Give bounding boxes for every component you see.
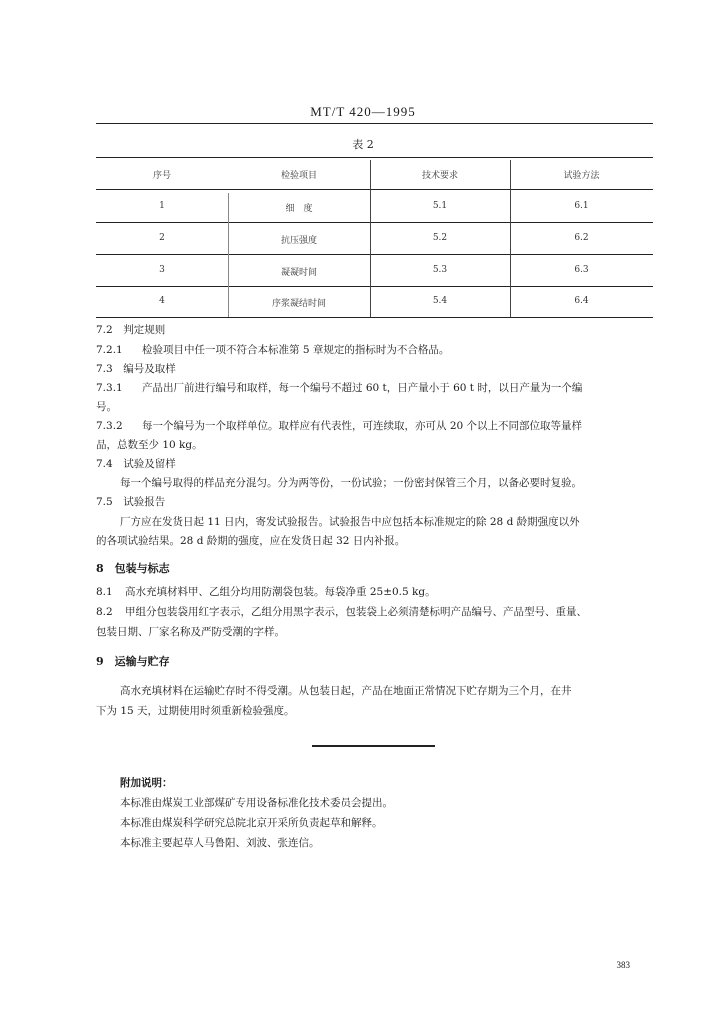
clause-8-2-text: 甲组分包装袋用红字表示，乙组分用黑字表示，包装袋上必须清楚标明产品编号、产品型号、重量、 [125, 606, 587, 618]
header-rule [96, 123, 653, 124]
table-cell: 细 度 [285, 204, 313, 214]
section-7-4-title: 7.4 试验及留样 [96, 458, 176, 470]
section-9-text-cont: 下为 15 天，过期使用时须重新检验强度。 [96, 705, 295, 717]
table-top-rule [96, 157, 653, 158]
notes-line: 本标准由煤炭科学研究总院北京开采所负责起草和解释。 [120, 817, 383, 829]
table-cell: 5.1 [432, 201, 448, 211]
table-cell: 5.2 [432, 233, 448, 243]
clause-number: 7.3.1 [96, 382, 123, 394]
table-cell: 凝凝时间 [280, 268, 317, 278]
column-header: 技术要求 [421, 171, 458, 181]
clause-7-3-2-text: 每一个编号为一个取样单位。取样应有代表性，可连续取，亦可从 20 个以上不同部位取等量样 [142, 420, 583, 432]
section-7-5-title: 7.5 试验报告 [96, 496, 166, 508]
clause-7-3-2-text-cont: 品，总数至少 10 kg。 [96, 439, 203, 451]
table-bottom-rule [96, 317, 653, 318]
notes-title: 附加说明： [120, 777, 173, 789]
table-header-rule [96, 189, 653, 190]
table-cell: 序浆凝结时间 [271, 299, 326, 309]
table-cell: 抗压强度 [280, 236, 317, 246]
clause-number: 7.2.1 [96, 344, 123, 356]
table-caption: 表 2 [352, 138, 374, 151]
clause-number: 7.3.2 [96, 420, 123, 432]
table-cell: 2 [159, 233, 165, 243]
section-7-5-text-cont: 的各项试验结果。28 d 龄期的强度，应在发货日起 32 日内补报。 [96, 535, 406, 547]
standard-header: MT/T 420—1995 [310, 104, 416, 119]
clause-8-2-text-cont: 包装日期、厂家名称及严防受潮的字样。 [96, 626, 285, 638]
section-9-text: 高水充填材料在运输贮存时不得受潮。从包装日起，产品在地面正常情况下贮存期为三个月，在井 [120, 685, 572, 697]
table-cell: 1 [159, 201, 165, 211]
section-7-5-text: 厂方应在发货日起 11 日内，寄发试验报告。试验报告中应包括本标准规定的除 28 d 龄期强度以外 [120, 516, 580, 528]
table-row-divider [96, 222, 653, 223]
column-header: 试验方法 [563, 171, 600, 181]
table-cell: 6.3 [574, 265, 589, 275]
section-9-title: 9 运输与贮存 [96, 655, 170, 668]
table-row-divider [96, 254, 653, 255]
notes-line: 本标准主要起草人马鲁阳、刘波、张连信。 [120, 837, 320, 849]
table-cell: 5.4 [432, 296, 448, 306]
clause-number: 8.2 [96, 606, 113, 618]
section-7-2-title: 7.2 判定规则 [96, 324, 166, 336]
section-7-3-title: 7.3 编号及取样 [96, 363, 176, 375]
table-cell: 3 [159, 265, 165, 275]
page-number: 383 [616, 960, 630, 970]
section-8-title: 8 包装与标志 [96, 562, 170, 575]
table-row-divider [96, 286, 653, 287]
section-7-4-text: 每一个编号取得的样品充分混匀。分为两等份，一份试验；一份密封保管三个月，以备必要时复验。 [120, 477, 582, 489]
table-cell: 6.1 [574, 201, 589, 211]
table-cell: 5.3 [432, 265, 448, 275]
table-cell: 6.4 [574, 296, 589, 306]
clause-8-1-text: 高水充填材料甲、乙组分均用防潮袋包装。每袋净重 25±0.5 kg。 [125, 586, 436, 598]
notes-line: 本标准由煤炭工业部煤矿专用设备标准化技术委员会提出。 [120, 797, 393, 809]
clause-7-3-1-text: 产品出厂前进行编号和取样，每一个编号不超过 60 t，日产量小于 60 t 时，以日产量为一个编 [142, 382, 583, 394]
table-cell: 4 [159, 296, 165, 306]
column-header: 检验项目 [280, 171, 317, 181]
end-rule [312, 745, 435, 747]
clause-7-3-1-text-cont: 号。 [96, 401, 117, 413]
clause-number: 8.1 [96, 586, 113, 598]
clause-7-2-1-text: 检验项目中任一项不符合本标准第 5 章规定的指标时为不合格品。 [142, 344, 450, 356]
column-header: 序号 [152, 171, 171, 181]
table-cell: 6.2 [574, 233, 589, 243]
